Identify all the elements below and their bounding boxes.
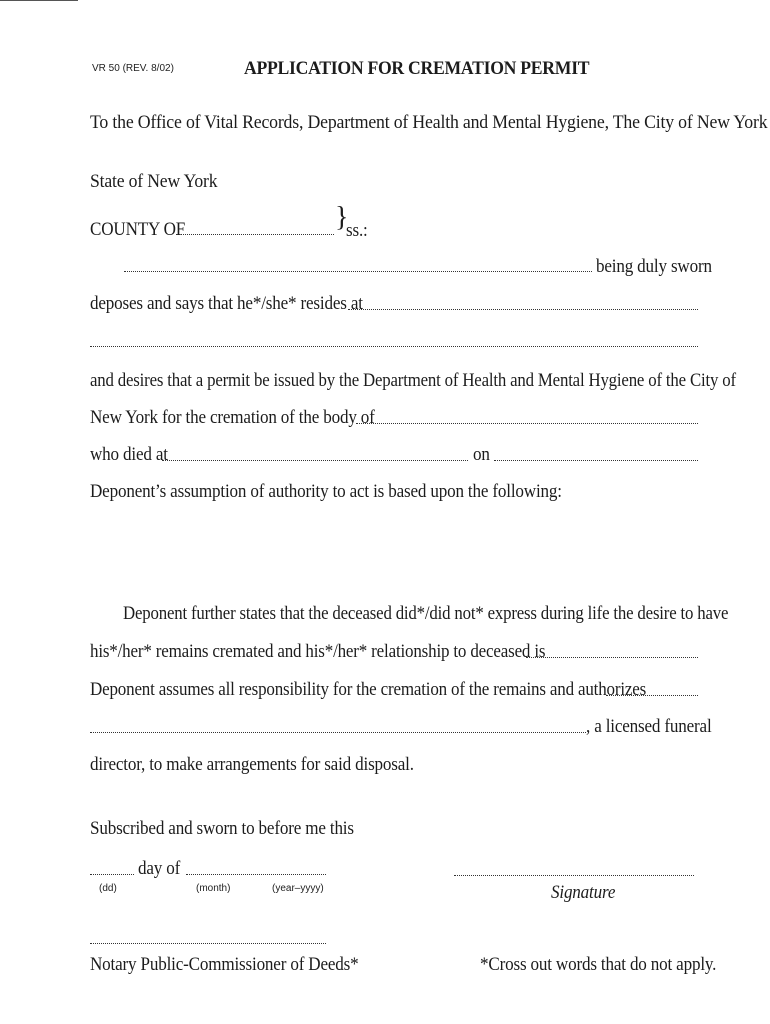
month-year-field[interactable] [186, 874, 326, 875]
on-label: on [473, 444, 490, 465]
subscribed-text: Subscribed and sworn to before me this [90, 818, 354, 839]
deponent-name-field[interactable] [124, 271, 592, 272]
ss-label: ss.: [346, 220, 368, 241]
being-duly-sworn-text: being duly sworn [596, 256, 712, 277]
county-label: COUNTY OF [90, 219, 186, 240]
desires-line-1: and desires that a permit be issued by the Department of Health and Mental Hygiene of the City of [90, 370, 736, 391]
funeral-director-field[interactable] [90, 732, 586, 733]
brace-glyph: } [335, 202, 349, 233]
form-title: APPLICATION FOR CREMATION PERMIT [244, 58, 590, 79]
signature-caption: Signature [551, 882, 616, 903]
day-field[interactable] [90, 874, 134, 875]
deposes-text: deposes and says that he*/she* resides at [90, 293, 363, 314]
authorized-party-field[interactable] [606, 695, 698, 696]
assumes-line: Deponent assumes all responsibility for the cremation of the remains and authorizes [90, 679, 647, 700]
month-caption: (month) [196, 883, 231, 894]
notary-label: Notary Public-Commissioner of Deeds* [90, 954, 359, 975]
year-caption: (year–yyyy) [272, 883, 324, 894]
residence-field[interactable] [348, 309, 698, 310]
scan-edge-line [0, 0, 78, 1]
place-of-death-field[interactable] [162, 460, 468, 461]
cross-out-note: *Cross out words that do not apply. [480, 954, 717, 975]
day-of-label: day of [138, 858, 181, 879]
form-code: VR 50 (REV. 8/02) [92, 63, 174, 74]
addressee-line: To the Office of Vital Records, Department of Health and Mental Hygiene, The City of New York [90, 112, 768, 133]
signature-field[interactable] [454, 875, 694, 876]
relationship-field[interactable] [526, 657, 698, 658]
state-label: State of New York [90, 171, 218, 192]
further-states-line-1: Deponent further states that the deceased did*/did not* express during life the desire to have [123, 603, 729, 624]
assumption-text: Deponent’s assumption of authority to act is based upon the following: [90, 481, 562, 502]
residence-field-continued[interactable] [90, 346, 698, 347]
further-states-line-2: his*/her* remains cremated and his*/her* relationship to deceased is [90, 641, 546, 662]
died-at-label: who died at [90, 444, 168, 465]
deceased-name-field[interactable] [356, 423, 698, 424]
date-of-death-field[interactable] [494, 460, 698, 461]
funeral-director-text: , a licensed funeral [586, 716, 712, 737]
dd-caption: (dd) [99, 883, 117, 894]
county-field[interactable] [176, 234, 334, 235]
notary-signature-field[interactable] [90, 943, 326, 944]
director-line: director, to make arrangements for said disposal. [90, 754, 414, 775]
desires-line-2: New York for the cremation of the body of [90, 407, 375, 428]
